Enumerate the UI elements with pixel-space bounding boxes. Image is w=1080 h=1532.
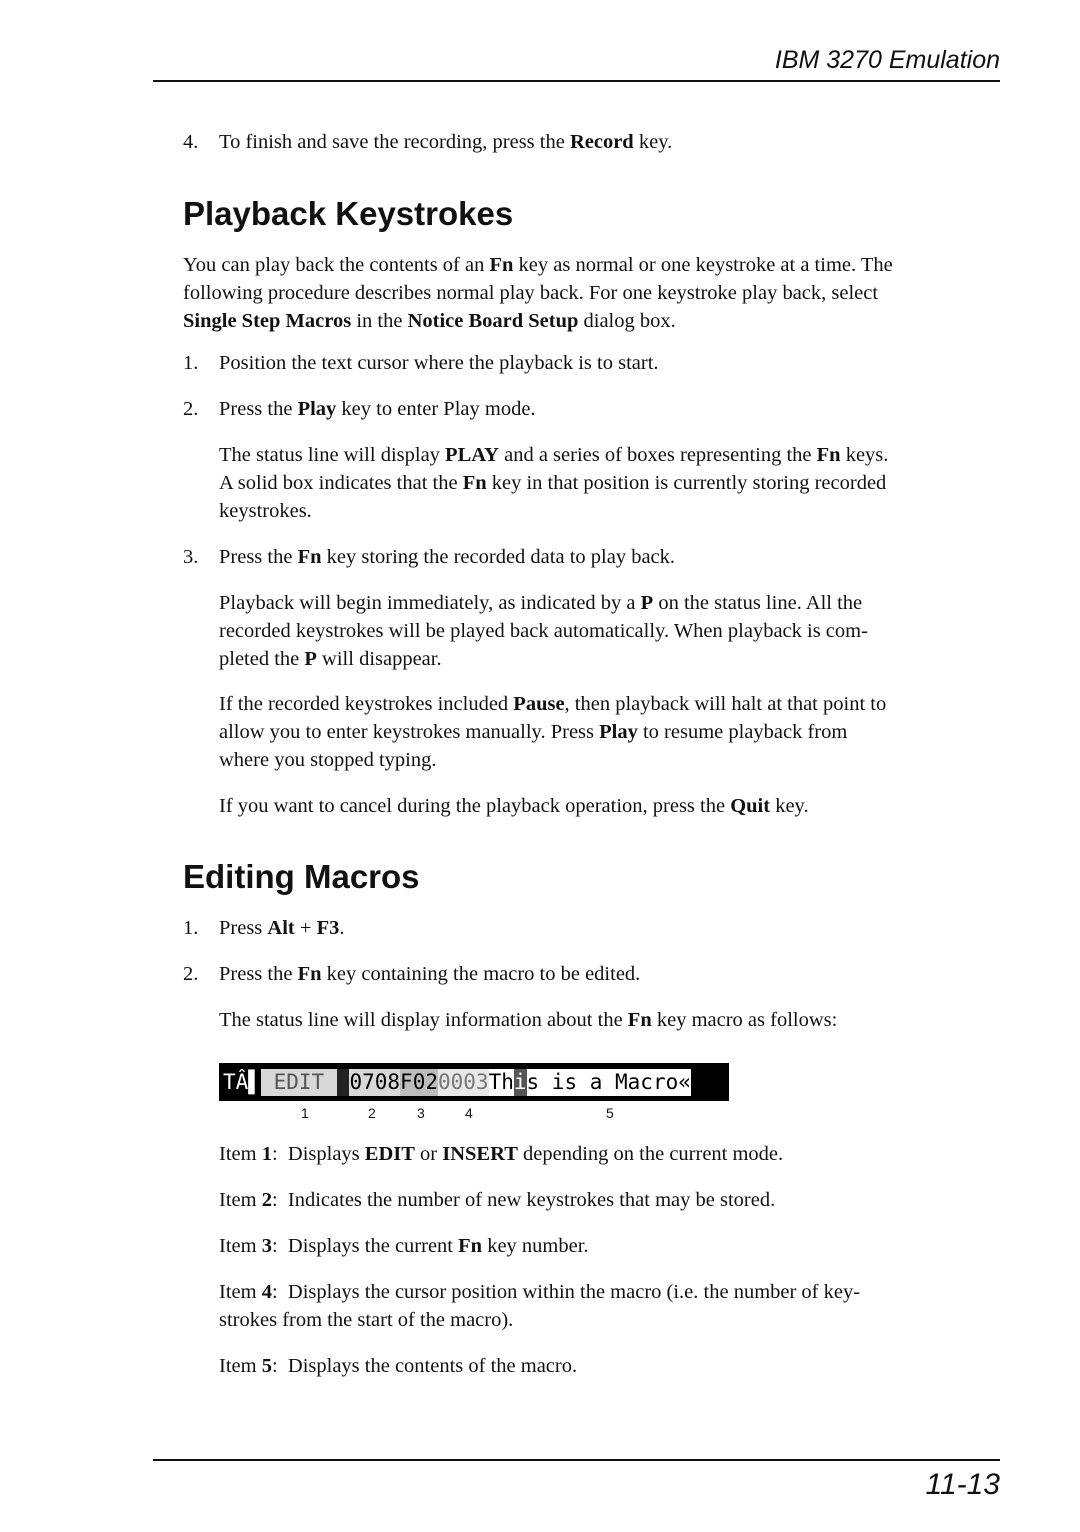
- running-header: IBM 3270 Emulation: [774, 46, 1000, 74]
- step-note: pleted the P will disappear.: [219, 648, 442, 670]
- item-description-4: Item 4: Displays the cursor position within the macro (i.e. the number of key-: [219, 1281, 861, 1303]
- block-cursor-icon: ▌: [248, 1070, 261, 1094]
- step-text: Press the Fn key containing the macro to be edited.: [219, 963, 641, 985]
- page-number: 11-13: [925, 1468, 1000, 1501]
- paragraph: following procedure describes normal play back. For one keystroke play back, select: [183, 282, 879, 304]
- step-note: If you want to cancel during the playback operation, press the Quit key.: [219, 795, 809, 817]
- step-note: Playback will begin immediately, as indicated by a P on the status line. All the: [219, 592, 863, 614]
- step-number: 1.: [183, 352, 199, 374]
- paragraph: Single Step Macros in the Notice Board Setup dialog box.: [183, 310, 676, 332]
- step-text: Press the Fn key storing the recorded data to play back.: [219, 546, 676, 568]
- callout-3: 3: [417, 1105, 425, 1121]
- status-mode: EDIT: [260, 1070, 337, 1094]
- step-note: The status line will display information about the Fn key macro as follows:: [219, 1009, 838, 1031]
- header-rule: [153, 80, 1000, 82]
- status-line-illustration: [219, 1063, 729, 1101]
- step-text: Position the text cursor where the playback is to start.: [219, 352, 659, 374]
- status-line-border: [219, 1063, 729, 1066]
- section-heading-editing: Editing Macros: [183, 858, 420, 895]
- step-number: 3.: [183, 546, 199, 568]
- section-heading-playback: Playback Keystrokes: [183, 195, 514, 232]
- step-note: recorded keystrokes will be played back automatically. When playback is com-: [219, 620, 868, 642]
- item-description-5: Item 5: Displays the contents of the macro.: [219, 1355, 578, 1377]
- status-line-text: [219, 1069, 691, 1096]
- callout-1: 1: [301, 1105, 309, 1121]
- step-note: allow you to enter keystrokes manually. Press Play to resume playback from: [219, 721, 848, 743]
- step-note: keystrokes.: [219, 500, 312, 522]
- item-description-3: Item 3: Displays the current Fn key number.: [219, 1235, 589, 1257]
- status-position: 0003: [437, 1070, 489, 1094]
- item-description-1: Item 1: Displays EDIT or INSERT depending on the current mode.: [219, 1143, 784, 1165]
- footer-rule: [153, 1459, 1000, 1461]
- step-number: 4.: [183, 131, 199, 153]
- status-content-a: Th: [488, 1070, 514, 1094]
- step-number: 2.: [183, 963, 199, 985]
- callout-4: 4: [465, 1105, 473, 1121]
- status-fkey: F02: [400, 1070, 438, 1094]
- callout-5: 5: [606, 1105, 614, 1121]
- status-count: 0708: [349, 1070, 401, 1094]
- step-text: Press Alt + F3.: [219, 917, 345, 939]
- step-text: Press the Play key to enter Play mode.: [219, 398, 536, 420]
- step-note: The status line will display PLAY and a series of boxes representing the Fn keys.: [219, 444, 889, 466]
- step-note: If the recorded keystrokes included Pause, then playback will halt at that point to: [219, 693, 887, 715]
- step-note: A solid box indicates that the Fn key in that position is currently storing recorded: [219, 472, 887, 494]
- status-content-b: s is a Macro«: [526, 1070, 691, 1094]
- status-content-cursor: i: [513, 1070, 527, 1094]
- step-note: where you stopped typing.: [219, 749, 437, 771]
- paragraph: You can play back the contents of an Fn key as normal or one keystroke at a time. The: [183, 254, 893, 276]
- item-description-2: Item 2: Indicates the number of new keystrokes that may be stored.: [219, 1189, 776, 1211]
- step-text: To finish and save the recording, press the Record key.: [219, 131, 673, 153]
- item-description-4-cont: strokes from the start of the macro).: [219, 1309, 514, 1331]
- step-number: 1.: [183, 917, 199, 939]
- step-number: 2.: [183, 398, 199, 420]
- callout-2: 2: [368, 1105, 376, 1121]
- status-prefix: TÂ: [223, 1070, 249, 1094]
